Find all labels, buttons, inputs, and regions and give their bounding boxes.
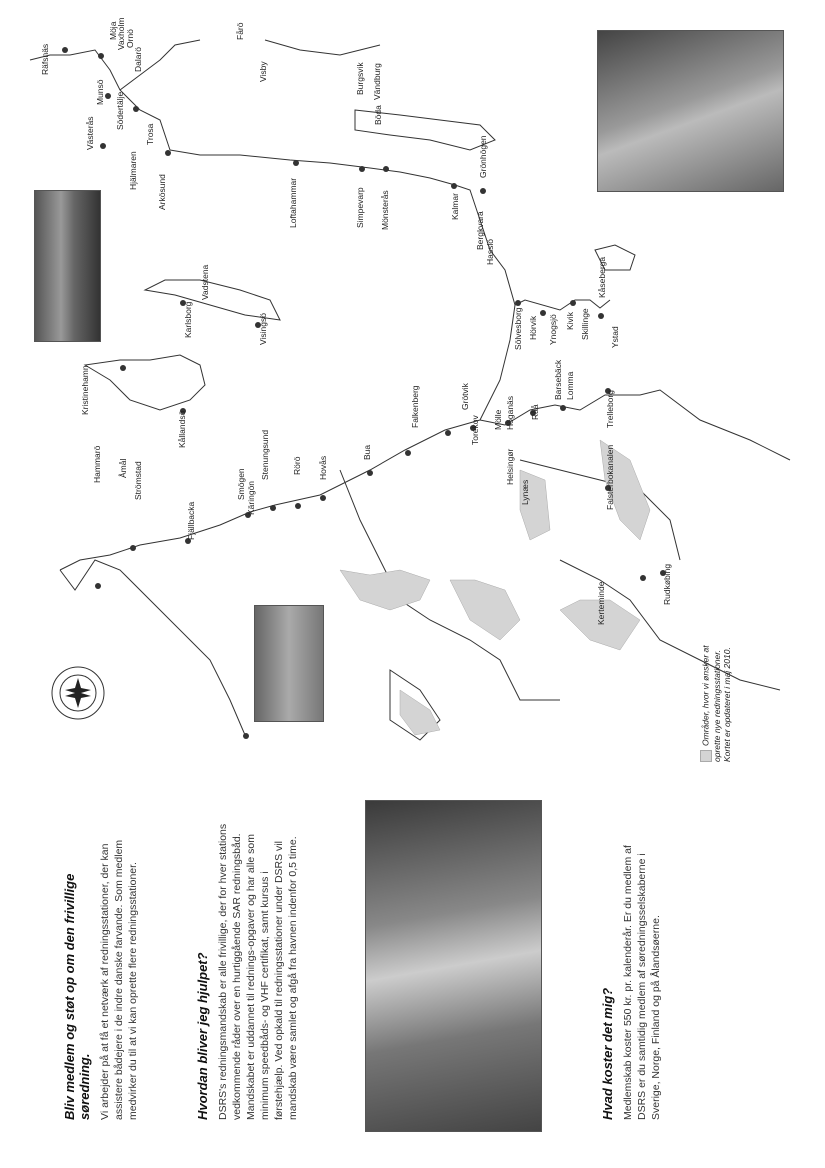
place-label: Råå bbox=[530, 404, 540, 420]
place-label: Rörö bbox=[292, 456, 302, 475]
cost-text: Medlemskab koster 550 kr. pr. kalenderår. Er du medlem af DSRS er du samtidig medlem af søredningsselskaberne i Sverige, Norge, Finland og på Ålandsøerne. bbox=[622, 845, 662, 1120]
place-label: Lynæs bbox=[520, 479, 530, 505]
place-label: Böda bbox=[373, 105, 383, 125]
place-label: Kalmar bbox=[450, 193, 460, 220]
station-dot bbox=[359, 166, 365, 172]
place-label: Möja bbox=[108, 21, 118, 40]
place-label: Smögen bbox=[236, 468, 246, 500]
place-label: Vändburg bbox=[372, 63, 382, 100]
map-legend bbox=[700, 645, 732, 762]
station-dot bbox=[120, 365, 126, 371]
place-label: Strömstad bbox=[133, 461, 143, 500]
place-label: Trosa bbox=[145, 123, 155, 145]
station-dot bbox=[98, 53, 104, 59]
station-dot bbox=[105, 93, 111, 99]
station-dot bbox=[270, 505, 276, 511]
station-dot bbox=[367, 470, 373, 476]
station-dot bbox=[320, 495, 326, 501]
place-label: Hovås bbox=[318, 455, 328, 480]
place-label: Hjälmaren bbox=[128, 151, 138, 190]
place-label: Ynogsjö bbox=[548, 314, 558, 345]
station-dot bbox=[570, 300, 576, 306]
place-label: Västerås bbox=[85, 116, 95, 150]
place-label: Kristinehamn bbox=[80, 365, 90, 415]
cost-section bbox=[600, 820, 679, 1120]
place-label: Loftahammar bbox=[288, 177, 298, 228]
place-label: Mönsterås bbox=[380, 190, 390, 230]
place-label: Höganäs bbox=[505, 395, 515, 430]
sea-waves-photo bbox=[597, 30, 784, 192]
place-label: Kerteminde bbox=[596, 581, 606, 625]
station-dot bbox=[100, 143, 106, 149]
station-dot bbox=[445, 430, 451, 436]
place-label: Dalarö bbox=[133, 46, 143, 72]
place-label: Kivik bbox=[565, 312, 575, 330]
place-label: Rudkøbing bbox=[662, 563, 672, 605]
place-label: Räfsnäs bbox=[40, 43, 50, 75]
station-dot bbox=[451, 183, 457, 189]
place-label: Munsö bbox=[95, 79, 105, 105]
legend-line-2: oprette nye redningsstationer. bbox=[712, 649, 722, 762]
place-label: Mölle bbox=[493, 409, 503, 430]
place-label: Hasslö bbox=[485, 239, 495, 265]
rescue-boat-photo bbox=[34, 190, 101, 342]
station-dot bbox=[295, 503, 301, 509]
help-heading: Hvordan bliver jeg hjulpet? bbox=[195, 952, 210, 1120]
place-label: Fårö bbox=[235, 22, 245, 40]
legend-swatch-icon bbox=[700, 750, 712, 762]
place-label: Falkenberg bbox=[410, 385, 420, 428]
place-label: Burgsvik bbox=[355, 62, 365, 95]
station-dot bbox=[598, 313, 604, 319]
cost-heading: Hvad koster det mig? bbox=[600, 987, 615, 1120]
place-label: Stenungsund bbox=[260, 429, 270, 480]
place-label: Hammarö bbox=[92, 445, 102, 483]
intro-section bbox=[62, 820, 156, 1120]
place-label: Visingsö bbox=[258, 313, 268, 345]
station-dot bbox=[560, 405, 566, 411]
place-label: Trelleborg bbox=[605, 390, 615, 428]
place-label: Grötvik bbox=[460, 383, 470, 410]
station-dot bbox=[95, 583, 101, 589]
place-label: Skillinge bbox=[580, 308, 590, 340]
place-label: Bergkvara bbox=[475, 211, 485, 250]
place-label: Barsebäck bbox=[553, 359, 563, 400]
place-label: Helsingør bbox=[505, 448, 515, 485]
place-label: Falsterbokanalen bbox=[605, 444, 615, 510]
legend-line-1: Områder, hvor vi ønsker at bbox=[700, 645, 711, 746]
place-label: Visby bbox=[258, 61, 268, 82]
boat-launch-photo bbox=[365, 800, 542, 1132]
place-label: Kåseberga bbox=[597, 256, 607, 298]
legend-line-3: Kortet er opdateret i maj 2010. bbox=[722, 647, 732, 762]
place-label: Kållandsö bbox=[177, 410, 187, 448]
coast-photo bbox=[254, 605, 324, 722]
place-label: Simpevarp bbox=[355, 187, 365, 228]
station-dot bbox=[640, 575, 646, 581]
place-label: Grönhögen bbox=[478, 135, 488, 178]
place-label: Arkösund bbox=[157, 174, 167, 210]
station-dot bbox=[540, 310, 546, 316]
place-label: Hörvik bbox=[528, 315, 538, 340]
station-dot bbox=[243, 733, 249, 739]
intro-text: Vi arbejder på at få et netværk af redningsstationer, der kan assistere bådejere i de indre danske farvande. Som medlem medvirker du til at vi kan oprette flere redningsstationer. bbox=[99, 839, 139, 1120]
place-label: Lomma bbox=[565, 371, 575, 400]
help-section bbox=[195, 820, 316, 1120]
station-dot bbox=[405, 450, 411, 456]
station-dot bbox=[62, 47, 68, 53]
place-label: Södertälje bbox=[115, 91, 125, 130]
station-dot bbox=[293, 160, 299, 166]
place-label: Fjällbacka bbox=[186, 501, 196, 540]
place-label: Vadstena bbox=[200, 264, 210, 300]
help-text: DSRS's redningsmandskab er alle frivillige, der for hver stations vedkommende råder over en hurtiggående SAR redningsbåd. Mandskabet er uddannet til rednings-opgaver og har alle som minimum speedbåds- og VHF certifikat, samt kursus i førstehjælp. Ved opkald til redningsstationer under DSRS vil mandskab være samlet og afgå fra havnen indenfor 0,5 time. bbox=[217, 823, 299, 1120]
dsrs-emblem-icon bbox=[50, 665, 106, 721]
station-dot bbox=[480, 188, 486, 194]
station-dot bbox=[130, 545, 136, 551]
place-label: Åmål bbox=[118, 458, 128, 478]
place-label: Käringön bbox=[246, 480, 256, 515]
station-dot bbox=[515, 300, 521, 306]
place-label: Torekov bbox=[470, 415, 480, 445]
station-dot bbox=[383, 166, 389, 172]
place-label: Bua bbox=[362, 444, 372, 460]
station-dot bbox=[133, 106, 139, 112]
place-label: Ornö bbox=[125, 29, 135, 48]
place-label: Karlsborg bbox=[183, 301, 193, 338]
intro-heading: Bliv medlem og støt op om den frivillige søredning. bbox=[62, 873, 92, 1120]
place-label: Ystad bbox=[610, 326, 620, 348]
place-label: Vaxholm bbox=[116, 17, 126, 50]
station-dot bbox=[165, 150, 171, 156]
place-label: Sölvesborg bbox=[513, 307, 523, 350]
